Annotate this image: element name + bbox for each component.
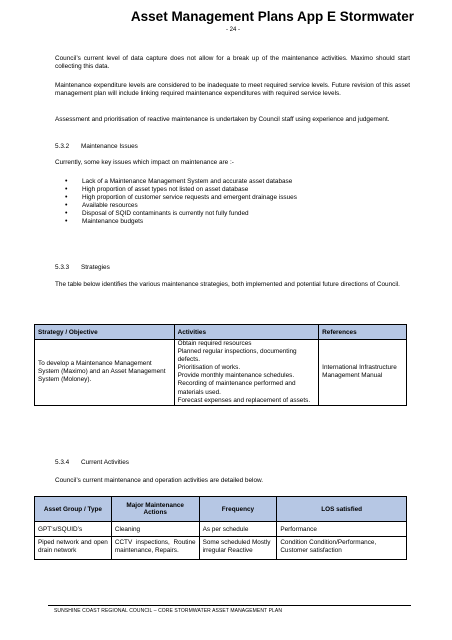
bullet-icon: • [65, 178, 68, 185]
footer-divider [48, 605, 411, 606]
section-title: Maintenance Issues [81, 143, 138, 150]
column-header: References [319, 325, 407, 340]
table-cell: CCTV inspections, Routine maintenance, Repairs. [111, 537, 199, 560]
strategy-objective-cell: To develop a Maintenance Management System (Maximo) and an Asset Management System (Moloney). [35, 340, 175, 406]
list-item-text: Lack of a Maintenance Management System and accurate asset database [82, 178, 293, 185]
paragraph-data-capture: Council’s current level of data capture does not allow for a break up of the maintenance activities. Maximo should start collecting this data. [55, 55, 410, 70]
list-item [62, 202, 297, 210]
list-item [62, 186, 297, 194]
activity-item: Prioritisation of works. [177, 364, 241, 372]
list-item-text: Maintenance budgets [82, 218, 144, 226]
activity-item: Obtain required resources [177, 340, 252, 347]
current-activities-table [34, 496, 407, 560]
table-cell: Cleaning [111, 522, 199, 537]
page-title: Asset Management Plans App E Stormwater [130, 9, 414, 24]
bullet-icon: • [65, 186, 68, 194]
list-item [62, 178, 297, 186]
table-row [35, 537, 407, 560]
list-item [62, 210, 297, 218]
table-cell: Performance [277, 522, 407, 537]
section-title: Strategies [81, 264, 110, 271]
list-item [62, 218, 297, 226]
column-header: LOS satisfied [277, 497, 407, 522]
section-number: 5.3.3 [55, 264, 70, 271]
activity-item: Forecast expenses and replacement of assets. [177, 396, 311, 404]
column-header: Strategy / Objective [35, 325, 175, 340]
bullet-icon: • [65, 218, 68, 226]
activities-cell [174, 340, 319, 406]
list-item-text: Disposal of SQID contaminants is currently not fully funded [82, 210, 249, 218]
section-intro-533: The table below identifies the various maintenance strategies, both implemented and potential future directions of Council. [55, 281, 400, 288]
table-cell: Piped network and open drain network [35, 537, 112, 560]
page-number: - 24 - [226, 27, 241, 33]
page-footer: SUNSHINE COAST REGIONAL COUNCIL – CORE STORMWATER ASSET MANAGEMENT PLAN [54, 608, 283, 614]
table-row [35, 340, 407, 406]
activity-item: Planned regular inspections, documenting defects. [177, 348, 297, 364]
table-cell: Condition Condition/Performance, Customer satisfaction [277, 537, 407, 560]
maintenance-issues-list [62, 178, 297, 227]
table-header-row [35, 325, 407, 340]
list-item-text: Available resources [82, 202, 138, 210]
table-cell: As per schedule [199, 522, 277, 537]
paragraph-expenditure: Maintenance expenditure levels are considered to be inadequate to meet required service levels. Future revision of this asset management plan will include linking required maintenance expenditures with required service levels. [55, 82, 410, 97]
section-intro-532: Currently, some key issues which impact on maintenance are :- [55, 159, 234, 166]
column-header: Major Maintenance Actions [111, 497, 199, 522]
activity-item: Provide monthly maintenance schedules. [177, 372, 295, 380]
section-number: 5.3.2 [55, 143, 70, 150]
table-header-row [35, 497, 407, 522]
bullet-icon: • [65, 210, 68, 218]
section-intro-534: Council’s current maintenance and operation activities are detailed below. [55, 477, 264, 484]
paragraph-reactive: Assessment and prioritisation of reactive maintenance is undertaken by Council staff using experience and judgement. [55, 116, 390, 123]
section-title: Current Activities [81, 459, 129, 466]
strategy-table [34, 324, 407, 406]
section-heading-532 [55, 143, 138, 151]
list-item-text: High proportion of asset types not listed on asset database [82, 186, 249, 194]
column-header: Asset Group / Type [35, 497, 112, 522]
column-header: Frequency [199, 497, 277, 522]
column-header: Activities [174, 325, 319, 340]
section-heading-533 [55, 264, 110, 272]
table-row [35, 522, 407, 537]
section-heading-534 [55, 459, 129, 467]
bullet-icon: • [65, 202, 68, 210]
activity-item: Recording of maintenance performed and materials used. [177, 380, 296, 396]
table-cell: GPT’s/SQUID’s [35, 522, 112, 537]
bullet-icon: • [65, 194, 68, 202]
table-cell: Some scheduled Mostly irregular Reactive [199, 537, 277, 560]
section-number: 5.3.4 [55, 459, 70, 466]
references-cell: International Infrastructure Management Manual [319, 340, 407, 406]
list-item [62, 194, 297, 202]
list-item-text: High proportion of customer service requests and emergent drainage issues [82, 194, 297, 202]
